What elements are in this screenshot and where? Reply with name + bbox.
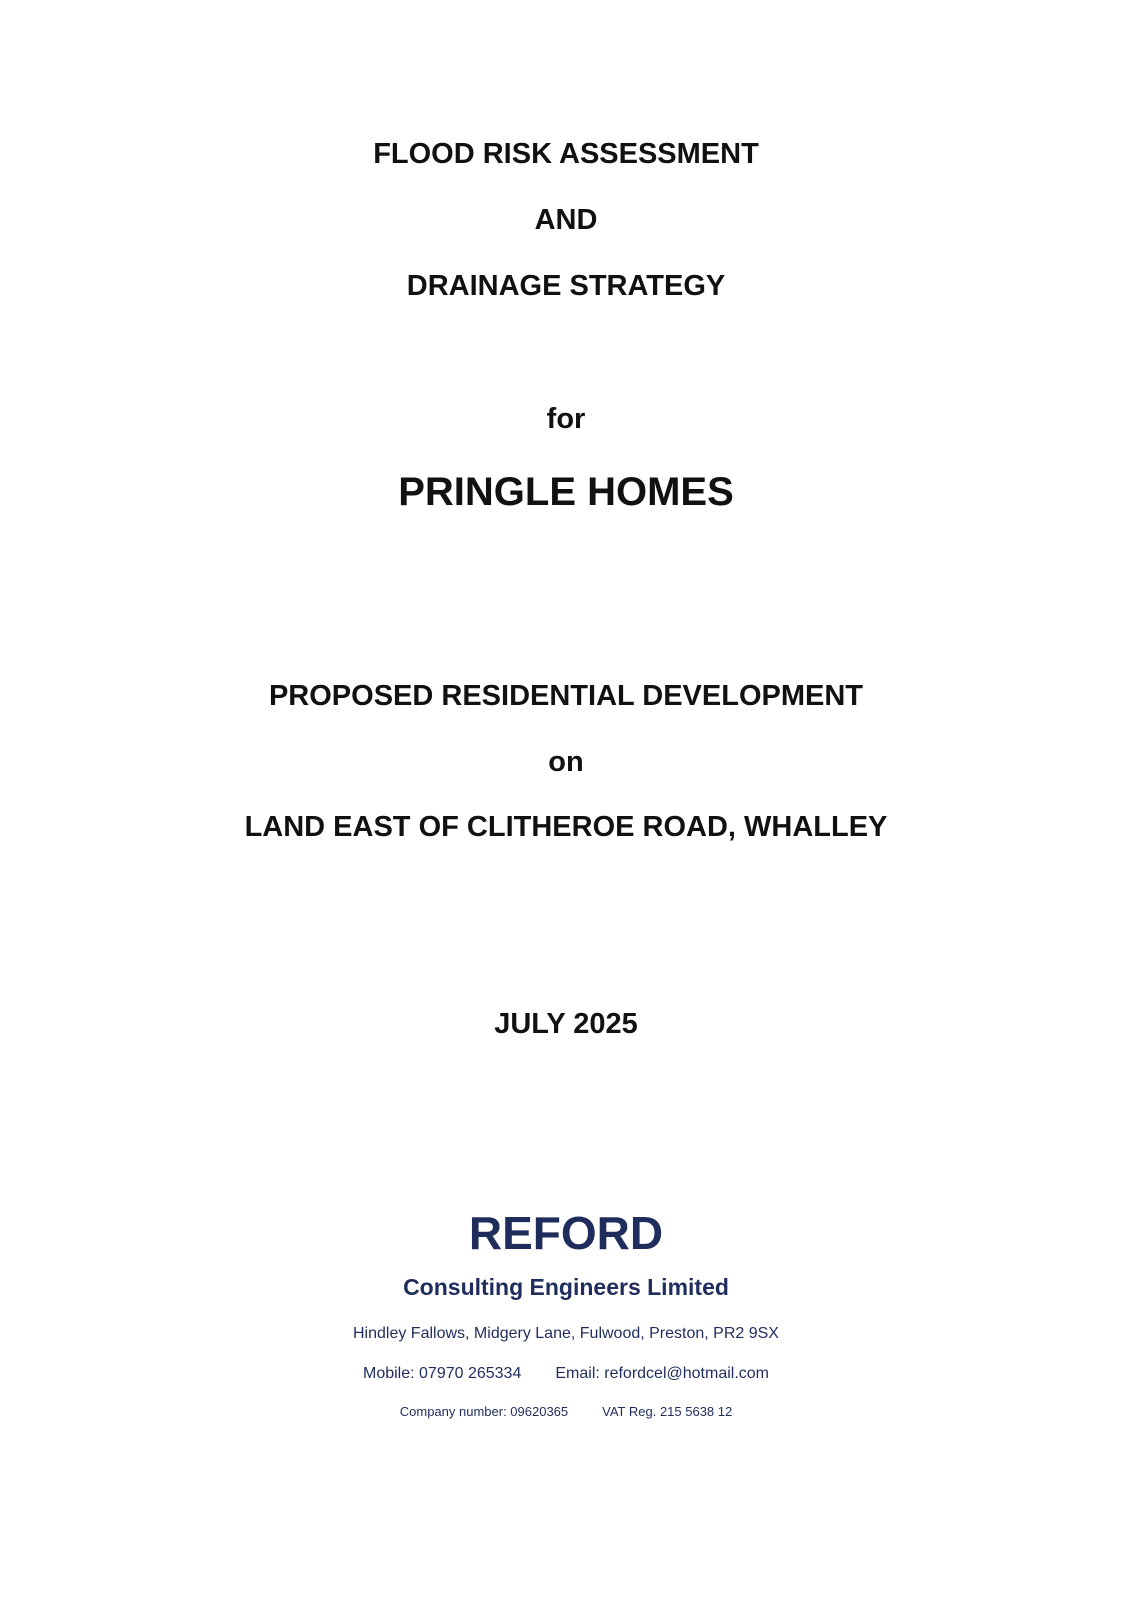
registration-line bbox=[0, 1404, 1132, 1419]
company-mobile: Mobile: 07970 265334 bbox=[363, 1365, 522, 1382]
project-location: LAND EAST OF CLITHEROE ROAD, WHALLEY bbox=[244, 811, 888, 843]
project-description: PROPOSED RESIDENTIAL DEVELOPMENT bbox=[268, 680, 864, 712]
contact-line bbox=[0, 1365, 1132, 1383]
on-label: on bbox=[548, 746, 584, 778]
company-email: Email: refordcel@hotmail.com bbox=[555, 1365, 769, 1382]
report-date: JULY 2025 bbox=[494, 1008, 638, 1040]
for-label: for bbox=[546, 403, 586, 435]
company-address: Hindley Fallows, Midgery Lane, Fulwood, Preston, PR2 9SX bbox=[353, 1325, 779, 1342]
company-name: REFORD bbox=[468, 1207, 664, 1259]
client-name: PRINGLE HOMES bbox=[398, 470, 734, 514]
vat-number: VAT Reg. 215 5638 12 bbox=[602, 1404, 733, 1419]
title-line-2: AND bbox=[534, 204, 598, 236]
company-number: Company number: 09620365 bbox=[399, 1404, 569, 1419]
title-line-3: DRAINAGE STRATEGY bbox=[406, 270, 726, 302]
title-line-1: FLOOD RISK ASSESSMENT bbox=[373, 138, 759, 170]
company-subtitle: Consulting Engineers Limited bbox=[403, 1274, 729, 1300]
